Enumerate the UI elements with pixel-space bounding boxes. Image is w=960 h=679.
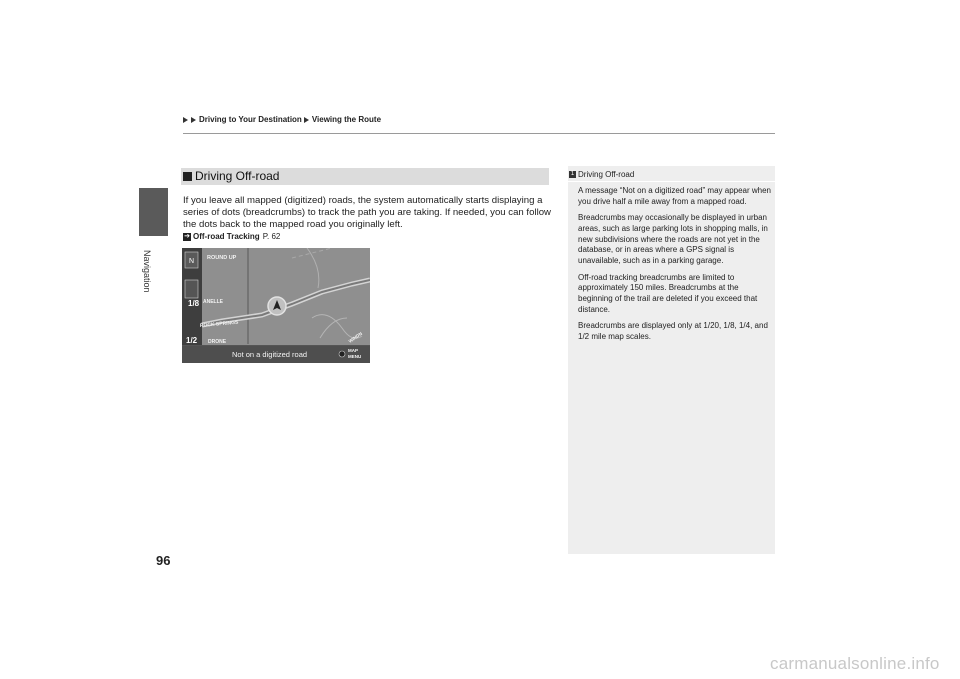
watermark: carmanualsonline.info [770, 654, 940, 673]
map-scale-label: 1/2 [186, 336, 198, 345]
zoom-control-icon [185, 280, 198, 298]
note-heading [569, 170, 634, 179]
cross-reference-arrow-icon: ➔ [184, 232, 190, 240]
chapter-label: Navigation [142, 250, 152, 293]
breadcrumb-arrow-icon [191, 117, 196, 123]
map-street-label: ANELLE [203, 299, 223, 305]
map-menu-label: MAP [348, 348, 358, 353]
section-marker-icon [183, 172, 192, 181]
note-marker-icon: 1 [570, 171, 575, 177]
menu-knob-icon [339, 351, 345, 357]
svg-text:N: N [188, 258, 195, 265]
note-paragraph: Breadcrumbs are displayed only at 1/20, 1/8, 1/4, and 1/2 mile map scales. [578, 321, 768, 342]
map-menu-label: MENU [348, 354, 362, 359]
breadcrumb [183, 115, 381, 124]
note-paragraph: Off-road tracking breadcrumbs are limited to approximately 150 miles. Breadcrumbs at the beginning of the trail are deleted if you exceed that distance. [578, 272, 758, 314]
note-title: Driving Off-road [578, 170, 635, 179]
map-street-label: DRONE [208, 339, 227, 345]
breadcrumb-arrow-icon [304, 117, 309, 123]
page-number: 96 [156, 553, 171, 568]
cross-reference-label[interactable]: Off-road Tracking [193, 232, 260, 241]
cross-reference[interactable] [183, 232, 280, 241]
navigation-map-screenshot [182, 248, 370, 363]
breadcrumb-item-1[interactable]: Driving to Your Destination [199, 115, 302, 124]
map-status-message: Not on a digitized road [232, 350, 308, 359]
section-title: Driving Off-road [195, 169, 280, 183]
map-scale-label: 1/8 [188, 299, 200, 308]
cross-reference-page[interactable]: P. 62 [262, 232, 281, 241]
breadcrumb-item-2[interactable]: Viewing the Route [311, 115, 382, 124]
note-divider [568, 181, 775, 182]
map-street-label: WINDN [347, 330, 364, 344]
note-paragraph: Breadcrumbs may occasionally be displayed in urban areas, such as large parking lots in shopping malls, in new subdivisions where the roads are not yet in the database, or in areas where a GPS signal is unavailable, such as in a parking garage. [578, 213, 768, 266]
note-body [578, 186, 771, 348]
section-body: If you leave all mapped (digitized) roads, the system automatically starts displaying a series of dots (breadcrumbs) to track the path you are taking. If needed, you can follow the dots back to the mapped road you originally left. [183, 195, 551, 231]
breadcrumb-arrow-icon [183, 117, 188, 123]
header-divider [183, 133, 775, 134]
map-heading-label: ROUND UP [207, 255, 237, 261]
chapter-tab [139, 188, 168, 236]
map-street-label: ROCK SPRINGS [199, 319, 239, 329]
section-heading [181, 168, 549, 185]
note-paragraph: A message “Not on a digitized road” may appear when you drive half a mile away from a mapped road. [578, 186, 771, 206]
